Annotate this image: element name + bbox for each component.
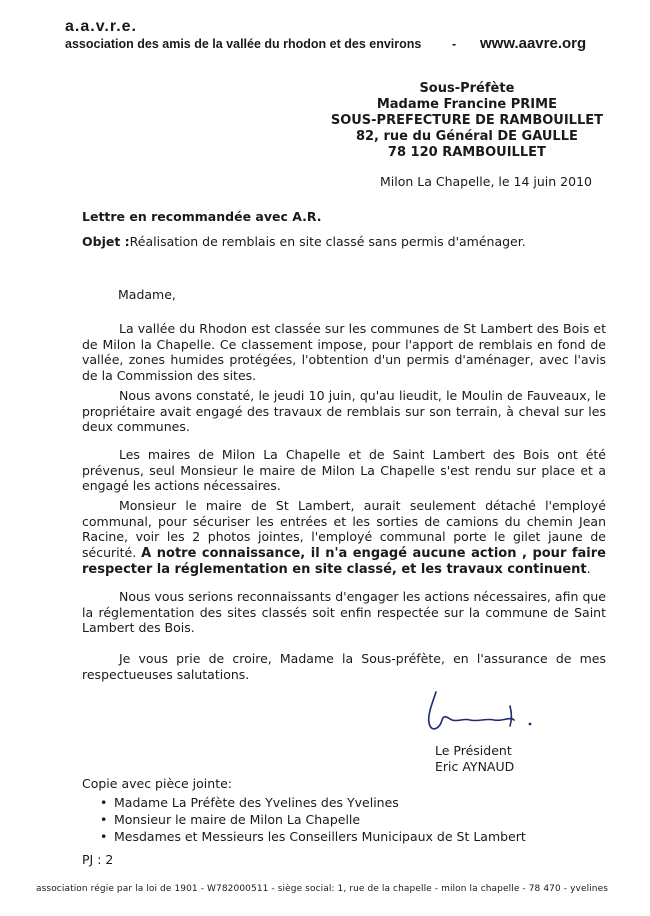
recipient-line: Sous-Préfète <box>419 81 515 96</box>
salutation: Madame, <box>118 287 176 302</box>
paragraph-text: Monsieur le maire de St Lambert, aurait seulement détaché l'employé communal, pour sécuriser les entrées et les sorties de camions du chemin Jean Racine, voir les 2 photos jointes, l'employé communal porte le gilet jaune de sécurité. <box>82 498 606 560</box>
copy-recipient: Monsieur le maire de Milon La Chapelle <box>114 812 361 827</box>
org-full-name: association des amis de la vallée du rhodon et des environs <box>65 37 422 51</box>
date-line: Milon La Chapelle, le 14 juin 2010 <box>380 174 592 189</box>
copies-list <box>100 794 526 845</box>
paragraph-end: . <box>586 561 591 576</box>
subject-label: Objet : <box>82 234 130 249</box>
list-item <box>100 828 526 845</box>
paragraph-request: Nous vous serions reconnaissants d'engager les actions nécessaires, afin que la réglementation des sites classés soit enfin respectée sur la commune de Saint Lambert des Bois. <box>82 589 606 635</box>
paragraph-classification: La vallée du Rhodon est classée sur les communes de St Lambert des Bois et de Milon la Chapelle. Ce classement impose, pour l'apport de remblais en fond de vallée, zones humides protégées, l'obtention d'un permis d'aménager, avec l'avis de la Commission des sites. <box>82 321 606 383</box>
recipient-line: SOUS-PREFECTURE DE RAMBOUILLET <box>330 113 603 128</box>
handwritten-signature <box>418 684 538 744</box>
recipient-line: 82, rue du Général DE GAULLE <box>355 129 578 144</box>
copy-recipient: Mesdames et Messieurs les Conseillers Municipaux de St Lambert <box>114 829 526 844</box>
paragraph-mayors: Les maires de Milon La Chapelle et de Saint Lambert des Bois ont été prévenus, seul Monsieur le maire de Milon La Chapelle s'est rendu sur place et a engagé les actions nécessaires. <box>82 447 606 493</box>
org-website: www.aavre.org <box>480 35 587 52</box>
subject-line <box>82 234 526 249</box>
bullet-icon: • <box>100 812 108 827</box>
recipient-address <box>331 81 603 161</box>
signatory-name: Eric AYNAUD <box>435 759 515 774</box>
bullet-icon: • <box>100 829 108 844</box>
signatory-block <box>435 743 514 775</box>
subject-text: Réalisation de remblais en site classé sans permis d'aménager. <box>129 234 526 249</box>
signatory-title: Le Président <box>435 743 512 758</box>
paragraph-closing: Je vous prie de croire, Madame la Sous-préfète, en l'assurance de mes respectueuses salutations. <box>82 651 606 682</box>
paragraph-st-lambert <box>82 498 606 578</box>
registered-mail-note: Lettre en recommandée avec A.R. <box>82 209 322 224</box>
bullet-icon: • <box>100 795 108 810</box>
list-item <box>100 811 526 828</box>
paragraph-emphasis: A notre connaissance, il n'a engagé aucune action , pour faire respecter la réglementation en site classé, et les travaux continuent <box>82 545 606 577</box>
page-footer: association régie par la loi de 1901 - W782000511 - siège social: 1, rue de la chapelle - milon la chapelle - 78 470 - yvelines <box>36 884 609 894</box>
list-item <box>100 794 526 811</box>
recipient-line: Madame Francine PRIME <box>376 97 557 112</box>
paragraph-observation: Nous avons constaté, le jeudi 10 juin, qu'au lieudit, le Moulin de Fauveaux, le propriétaire avait engagé des travaux de remblais sur son terrain, à cheval sur les deux communes. <box>82 388 606 434</box>
recipient-line: 78 120 RAMBOUILLET <box>387 145 546 160</box>
copies-title: Copie avec pièce jointe: <box>82 776 232 791</box>
attachments-count: PJ : 2 <box>82 852 114 867</box>
copy-recipient: Madame La Préfète des Yvelines des Yvelines <box>114 795 399 810</box>
org-acronym: a.a.v.r.e. <box>65 18 137 35</box>
header-separator: - <box>452 37 457 51</box>
